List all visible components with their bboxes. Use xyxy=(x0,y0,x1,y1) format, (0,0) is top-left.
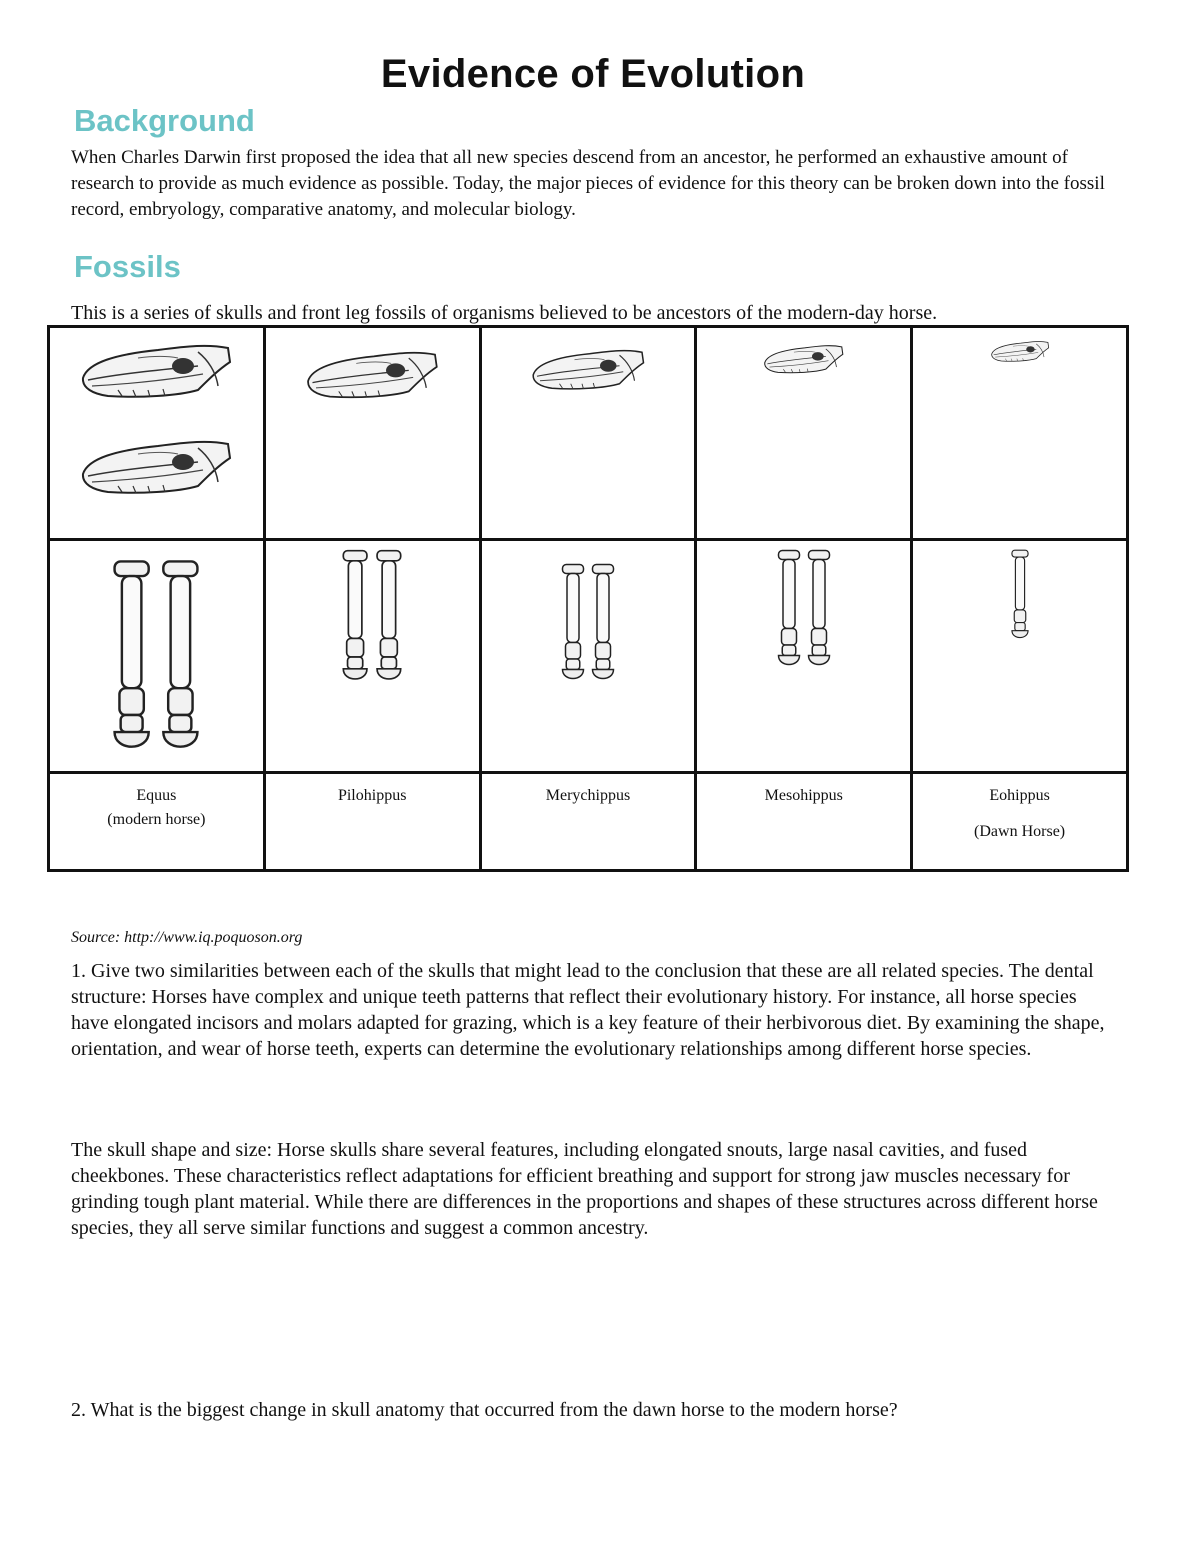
fossils-heading: Fossils xyxy=(74,249,181,284)
eohippus-leg-image xyxy=(999,549,1041,641)
leg-row xyxy=(49,540,1128,773)
species-note: (Dawn Horse) xyxy=(974,823,1066,840)
pilohippus-leg-image xyxy=(332,549,412,684)
eohippus-skull-image xyxy=(989,328,1051,373)
pilohippus-skull-image xyxy=(302,328,442,418)
skull-cell-eohippus xyxy=(912,327,1128,540)
skull-cell-mesohippus xyxy=(696,327,912,540)
equus-leg-image xyxy=(101,559,211,754)
species-name: Merychippus xyxy=(545,787,631,804)
leg-cell-pilohippus xyxy=(264,540,480,773)
merychippus-leg-image xyxy=(552,563,624,683)
fossil-table xyxy=(47,325,1129,872)
species-note: (modern horse) xyxy=(107,811,206,828)
leg-cell-merychippus xyxy=(480,540,696,773)
merychippus-skull-image xyxy=(528,328,648,408)
label-cell-eohippus xyxy=(912,773,1128,871)
species-name: Eohippus xyxy=(989,787,1050,804)
label-cell-mesohippus xyxy=(696,773,912,871)
label-cell-pilohippus xyxy=(264,773,480,871)
leg-cell-eohippus xyxy=(912,540,1128,773)
label-cell-merychippus xyxy=(480,773,696,871)
species-name: Equus xyxy=(136,787,177,804)
label-row xyxy=(49,773,1128,871)
skull-row xyxy=(49,327,1128,540)
species-name: Mesohippus xyxy=(764,787,843,804)
leg-cell-mesohippus xyxy=(696,540,912,773)
label-cell-equus xyxy=(49,773,265,871)
leg-cell-equus xyxy=(49,540,265,773)
fossils-intro: This is a series of skulls and front leg fossils of organisms believed to be ancestors of the modern-day horse. xyxy=(71,302,938,324)
source-citation: Source: http://www.iq.poquoson.org xyxy=(71,929,303,946)
question-1-answer-2: The skull shape and size: Horse skulls share several features, including elongated snouts, large nasal cavities, and fused cheekbones. These characteristics reflect adaptations for efficient breathing and support for strong jaw muscles necessary for grinding tough plant material. While there are differences in the proportions and shapes of these structures across different horse species, they all serve similar functions and suggest a common ancestry. xyxy=(71,1139,1098,1239)
equus-skull-image xyxy=(76,328,236,518)
question-1: 1. Give two similarities between each of the skulls that might lead to the conclusion that these are all related species. The dental structure: Horses have complex and unique teeth patterns that reflect their evolutionary history. For instance, all horse species have elongated incisors and molars adapted for grazing, which is a key feature of their herbivorous diet. By examining the shape, orientation, and wear of horse teeth, experts can determine the evolutionary relationships among different horse species. xyxy=(71,960,1105,1060)
skull-cell-merychippus xyxy=(480,327,696,540)
mesohippus-skull-image xyxy=(761,328,846,388)
background-heading: Background xyxy=(74,103,255,138)
background-paragraph: When Charles Darwin first proposed the idea that all new species descend from an ancestor, he performed an exhaustive amount of research to provide as much evidence as possible. Today, the major pieces of evidence for this theory can be broken down into the fossil record, embryology, comparative anatomy, and molecular biology. xyxy=(71,147,1105,220)
species-name: Pilohippus xyxy=(337,787,407,804)
question-2: 2. What is the biggest change in skull anatomy that occurred from the dawn horse to the modern horse? xyxy=(71,1399,898,1421)
skull-cell-equus xyxy=(49,327,265,540)
mesohippus-leg-image xyxy=(759,549,849,669)
page-title: Evidence of Evolution xyxy=(380,52,806,96)
skull-cell-pilohippus xyxy=(264,327,480,540)
